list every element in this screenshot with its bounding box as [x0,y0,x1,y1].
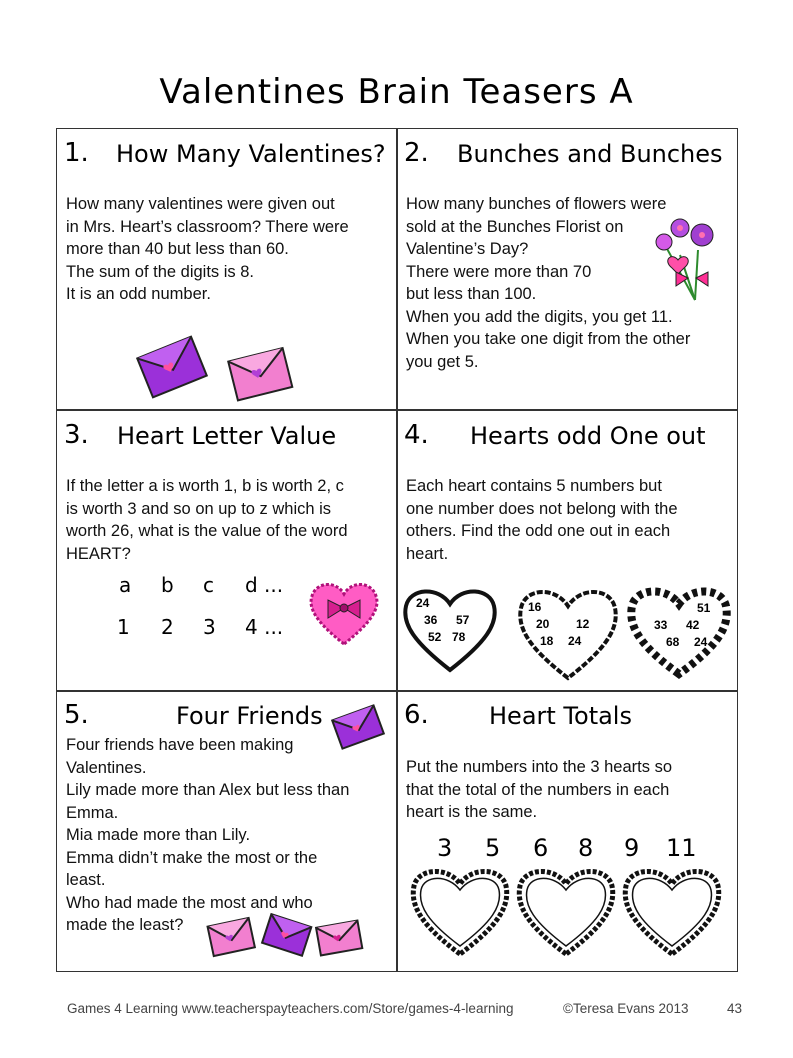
total-number: 11 [666,834,697,862]
heart-3-number: 68 [666,635,680,649]
letter-d: d ... [245,573,284,597]
pink-envelope-icon [206,912,256,960]
grid-divider-row-1 [56,409,738,411]
footer-copyright: ©Teresa Evans 2013 [563,1001,689,1016]
empty-lace-heart-icon [512,860,620,960]
value-3: 3 [203,615,216,639]
heart-1-number: 52 [428,630,442,644]
grid-divider-row-2 [56,690,738,692]
teaser-5-number: 5. [64,700,89,730]
teaser-3-number: 3. [64,420,89,450]
letter-c: c [203,573,214,597]
heart-3-number: 42 [686,618,700,632]
purple-envelope-icon [262,908,312,960]
teaser-6-number: 6. [404,700,429,730]
total-number: 5 [485,834,501,862]
letter-b: b [161,573,174,597]
heart-3-number: 51 [697,601,711,615]
teaser-3-text: If the letter a is worth 1, b is worth 2, c is worth 3 and so on up to z which is worth 26, what is the value of the word HEART? [66,477,348,563]
teaser-2-heading: Bunches and Bunches [457,140,723,168]
grid-divider-vertical [396,128,398,972]
teaser-4-heading: Hearts odd One out [470,422,706,450]
teaser-3-heading: Heart Letter Value [117,422,337,450]
total-number: 6 [533,834,549,862]
heart-2-number: 18 [540,634,554,648]
heart-2-number: 12 [576,617,590,631]
value-1: 1 [117,615,130,639]
footer-source: Games 4 Learning www.teacherspayteachers.com/Store/games-4-learning [67,1001,514,1016]
pink-envelope-icon [226,338,296,408]
heart-1-number: 57 [456,613,470,627]
page-title: Valentines Brain Teasers A [159,72,634,112]
total-number: 3 [437,834,453,862]
striped-heart-3-icon [624,580,734,680]
heart-1-number: 24 [416,596,430,610]
flower-bouquet-icon [650,210,720,305]
total-number: 8 [578,834,594,862]
pink-envelope-icon [314,914,364,960]
teaser-1-text: How many valentines were given out in Mrs. Heart’s classroom? There were more than 40 but less than 60. The sum of the digits is 8. It is an odd number. [66,195,349,303]
heart-2-number: 16 [528,600,542,614]
heart-1-number: 36 [424,613,438,627]
teaser-1-number: 1. [64,138,89,168]
heart-3-number: 33 [654,618,668,632]
heart-1-number: 78 [452,630,466,644]
teaser-4-number: 4. [404,420,429,450]
purple-envelope-icon [135,330,210,405]
total-number: 9 [624,834,640,862]
heart-2-number: 20 [536,617,550,631]
value-2: 2 [161,615,174,639]
heart-3-number: 24 [694,635,708,649]
teaser-4-text: Each heart contains 5 numbers but one number does not belong with the others. Find the odd one out in each heart. [406,477,678,563]
empty-lace-heart-icon [406,860,514,960]
teaser-5-heading: Four Friends [176,702,323,730]
page-number: 43 [727,1001,743,1016]
lace-heart-2-icon [513,580,623,685]
empty-lace-heart-icon [618,860,726,960]
lace-heart-1-icon [400,580,504,675]
teaser-2-number: 2. [404,138,429,168]
pink-bow-heart-icon [306,578,382,648]
teaser-2-text: How many bunches of flowers were sold at the Bunches Florist on Valentine’s Day? There were more than 70 but less than 100. When you add the digits, you get 11. When you take one digit from the other you get 5. [406,195,691,371]
letter-a: a [119,573,132,597]
teaser-6-heading: Heart Totals [489,702,632,730]
value-4: 4 ... [245,615,284,639]
teaser-5-text: Four friends have been making Valentines. Lily made more than Alex but less than Emma. Mia made more than Lily. Emma didn’t make the most or the least. Who had made the most and who made the least? [66,736,350,934]
teaser-1-heading: How Many Valentines? [116,140,386,168]
heart-2-number: 24 [568,634,582,648]
teaser-6-text: Put the numbers into the 3 hearts so that the total of the numbers in each heart is the same. [406,758,672,821]
